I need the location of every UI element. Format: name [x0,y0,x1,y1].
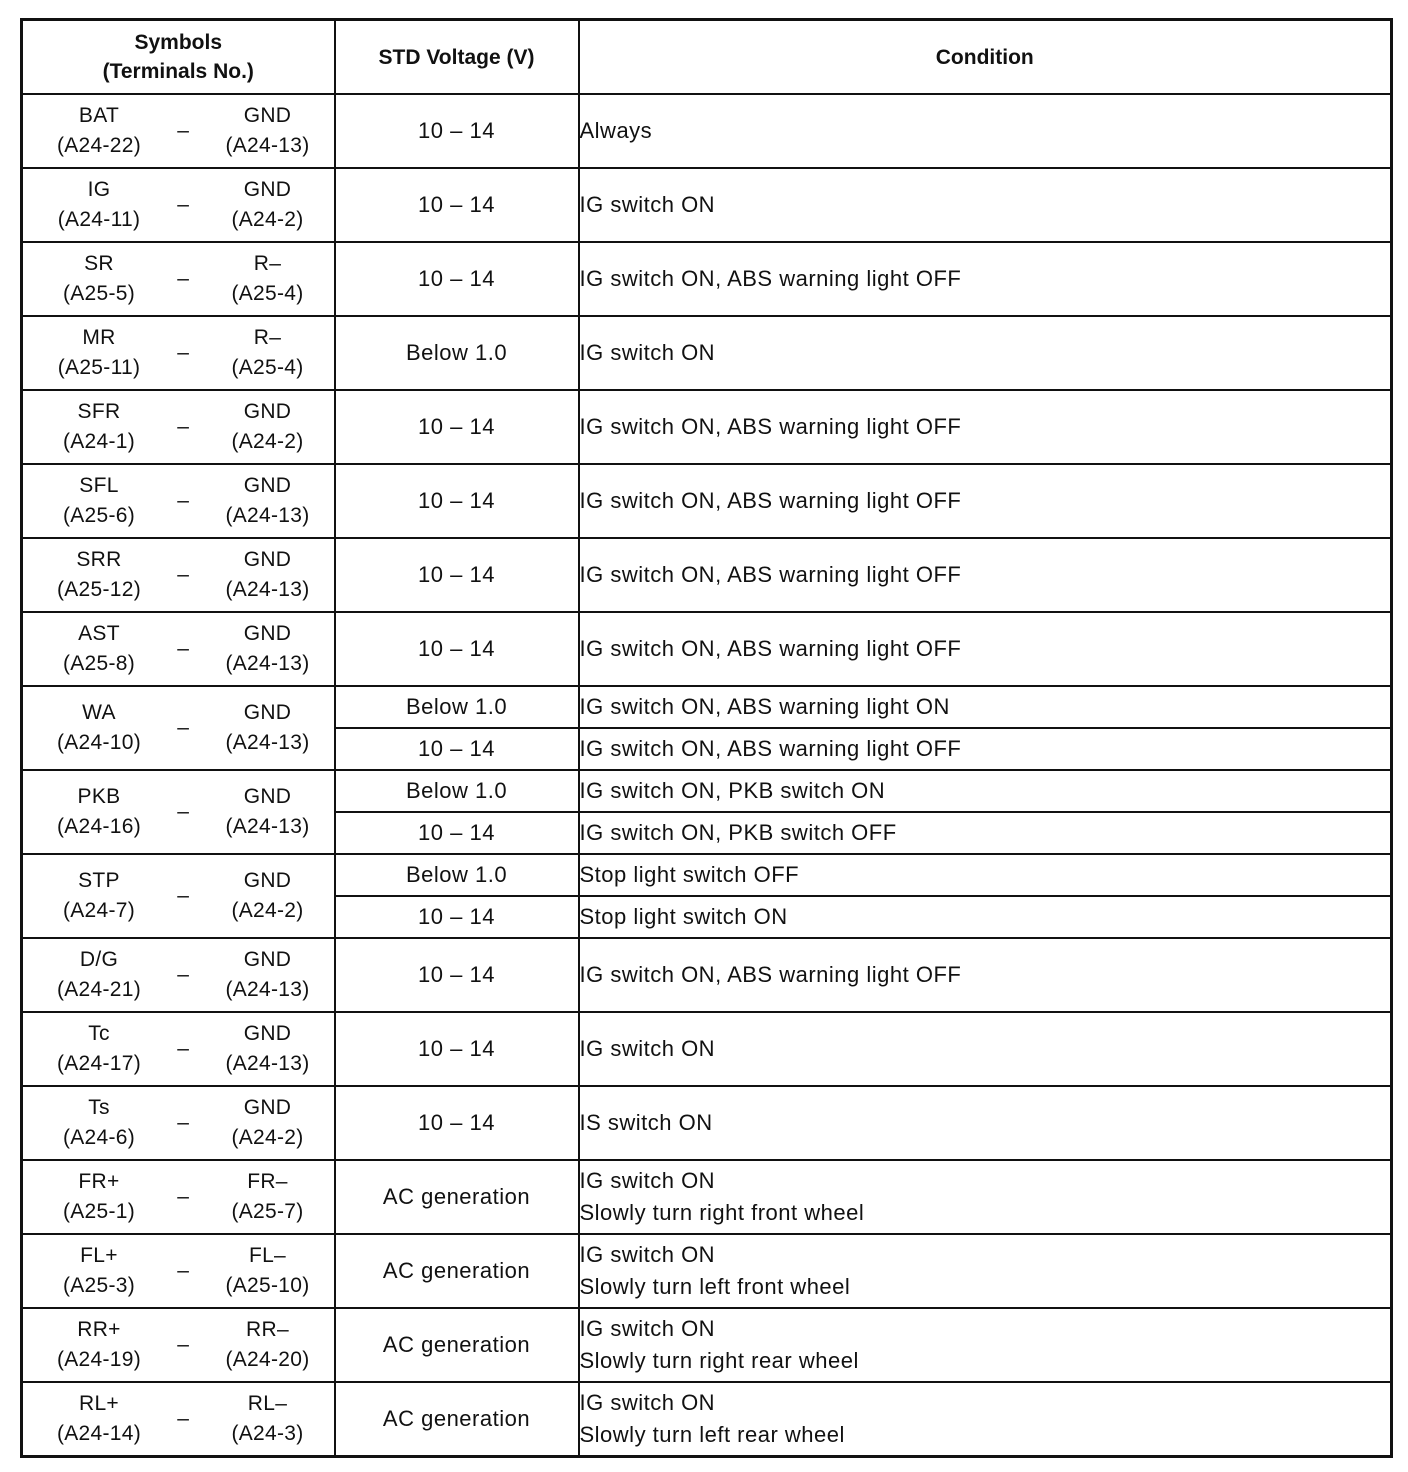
condition-cell [579,168,1392,242]
left-terminal-symbol: D/G [79,948,119,971]
table-row [22,612,1392,686]
right-terminal [214,249,322,309]
condition-line: IG switch ON [579,1168,716,1193]
table-row [22,938,1392,1012]
right-terminal-pin: (A24-2) [231,430,304,453]
right-terminal-pin: (A24-2) [231,1126,304,1149]
terminal-pair [23,1309,334,1381]
condition-line: IG switch ON, ABS warning light OFF [579,488,962,513]
voltage-cell: Below 1.0 [335,686,579,728]
right-terminal-pin: (A24-13) [225,978,310,1001]
terminal-dash: – [177,1333,190,1356]
left-terminal-pin: (A25-1) [62,1200,136,1223]
left-terminal-pin: (A24-22) [56,134,142,157]
left-terminal-symbol: IG [87,178,111,201]
table-row [22,1012,1392,1086]
left-terminal [45,249,153,309]
terminal-pair [23,539,334,611]
left-terminal-symbol: SR [84,252,114,275]
right-terminal-symbol: GND [243,474,292,497]
condition-cell [579,728,1392,770]
right-terminal-symbol: GND [243,104,292,127]
condition-line: IG switch ON [579,1036,716,1061]
voltage-cell: AC generation [335,1234,579,1308]
left-terminal-pin: (A25-3) [62,1274,136,1297]
table-row [22,464,1392,538]
symbols-cell [22,538,335,612]
left-terminal-symbol: RR+ [77,1318,121,1341]
voltage-cell: 10 – 14 [335,242,579,316]
right-terminal-pin: (A24-13) [225,731,310,754]
voltage-cell: 10 – 14 [335,1086,579,1160]
left-terminal-symbol: STP [78,869,120,892]
left-terminal-pin: (A25-12) [56,578,142,601]
terminal-dash: – [177,119,190,142]
terminal-dash: – [177,716,190,739]
condition-line: IG switch ON [579,1316,716,1341]
right-terminal [214,1093,322,1153]
left-terminal-pin: (A25-11) [57,356,141,379]
right-terminal-pin: (A24-2) [231,899,304,922]
terminal-pair [23,465,334,537]
symbols-cell [22,1308,335,1382]
terminal-dash: – [177,963,190,986]
condition-cell [579,1086,1392,1160]
terminal-pair [23,169,334,241]
left-terminal-symbol: WA [82,701,116,724]
terminal-pair [23,95,334,167]
condition-line: IG switch ON, ABS warning light ON [579,694,950,719]
voltage-cell: Below 1.0 [335,316,579,390]
left-terminal [45,1167,153,1227]
symbols-cell [22,1086,335,1160]
table-row [22,1086,1392,1160]
condition-line: IG switch ON, ABS warning light OFF [579,562,962,587]
condition-cell [579,1160,1392,1234]
left-terminal [45,866,153,926]
left-terminal-symbol: MR [82,326,116,349]
left-terminal [45,1093,153,1153]
terminal-pair [23,1383,334,1455]
terminal-pair [23,939,334,1011]
left-terminal [45,1315,153,1375]
terminal-pair [23,771,334,853]
table-row [22,94,1392,168]
right-terminal [214,1241,322,1301]
left-terminal-symbol: FR+ [78,1170,120,1193]
right-terminal-pin: (A24-13) [225,815,310,838]
condition-line: IS switch ON [579,1110,713,1135]
left-terminal-pin: (A25-6) [62,504,136,527]
voltage-cell: 10 – 14 [335,896,579,938]
left-terminal-symbol: RL+ [78,1392,119,1415]
symbols-cell [22,94,335,168]
left-terminal-pin: (A24-6) [62,1126,136,1149]
voltage-cell: 10 – 14 [335,938,579,1012]
left-terminal [45,175,153,235]
right-terminal [214,323,322,383]
condition-line: IG switch ON, ABS warning light OFF [579,636,962,661]
symbols-cell [22,612,335,686]
table-row [22,1382,1392,1457]
left-terminal [45,698,153,758]
right-terminal-symbol: GND [243,948,292,971]
voltage-cell: 10 – 14 [335,728,579,770]
terminal-pair [23,1013,334,1085]
left-terminal-pin: (A24-10) [56,731,142,754]
symbols-cell [22,390,335,464]
right-terminal-pin: (A25-7) [231,1200,304,1223]
right-terminal-symbol: R– [253,252,282,275]
left-terminal-pin: (A24-19) [56,1348,142,1371]
left-terminal-symbol: AST [78,622,120,645]
terminal-voltage-sheet [20,18,1393,1458]
right-terminal [214,1389,322,1449]
left-terminal-pin: (A24-16) [56,815,142,838]
voltage-cell: AC generation [335,1160,579,1234]
left-terminal [45,619,153,679]
right-terminal-pin: (A24-13) [225,652,310,675]
right-terminal [214,866,322,926]
left-terminal-symbol: SRR [76,548,122,571]
left-terminal [45,545,153,605]
right-terminal-symbol: GND [243,785,292,808]
condition-line: Always [579,118,653,143]
terminal-pair [23,243,334,315]
right-terminal [214,1167,322,1227]
condition-cell [579,1382,1392,1457]
right-terminal-symbol: GND [243,178,292,201]
terminal-dash: – [177,800,190,823]
right-terminal-symbol: R– [253,326,282,349]
voltage-cell: 10 – 14 [335,1012,579,1086]
terminal-dash: – [177,341,190,364]
voltage-cell: 10 – 14 [335,390,579,464]
symbols-cell [22,1234,335,1308]
terminal-pair [23,1161,334,1233]
left-terminal-pin: (A24-11) [57,208,141,231]
header-condition: Condition [579,20,1392,95]
right-terminal [214,545,322,605]
terminal-dash: – [177,884,190,907]
header-symbols-line1: Symbols [134,31,223,54]
left-terminal-pin: (A24-7) [62,899,136,922]
condition-cell [579,538,1392,612]
left-terminal [45,323,153,383]
condition-cell [579,1308,1392,1382]
terminal-dash: – [177,193,190,216]
left-terminal-pin: (A24-1) [62,430,136,453]
symbols-cell [22,770,335,854]
condition-cell [579,390,1392,464]
condition-cell [579,812,1392,854]
right-terminal [214,698,322,758]
voltage-cell: 10 – 14 [335,612,579,686]
left-terminal [45,1241,153,1301]
right-terminal-pin: (A24-13) [225,504,310,527]
terminal-voltage-table [20,18,1393,1458]
right-terminal-symbol: GND [243,1022,292,1045]
condition-line: IG switch ON, ABS warning light OFF [579,266,962,291]
right-terminal-symbol: FR– [247,1170,288,1193]
right-terminal [214,101,322,161]
terminal-dash: – [177,637,190,660]
symbols-cell [22,1012,335,1086]
right-terminal-symbol: GND [243,400,292,423]
condition-cell [579,316,1392,390]
table-row [22,242,1392,316]
table-body [22,94,1392,1457]
table-row [22,1234,1392,1308]
terminal-dash: – [177,415,190,438]
condition-line: IG switch ON [579,1390,716,1415]
right-terminal-symbol: GND [243,1096,292,1119]
left-terminal-symbol: Tc [88,1022,110,1045]
condition-cell [579,896,1392,938]
condition-line: IG switch ON, ABS warning light OFF [579,962,962,987]
condition-cell [579,1012,1392,1086]
right-terminal [214,175,322,235]
condition-cell [579,854,1392,896]
right-terminal [214,945,322,1005]
condition-line: Slowly turn right rear wheel [579,1348,859,1373]
symbols-cell [22,938,335,1012]
left-terminal-pin: (A25-5) [62,282,136,305]
table-row [22,854,1392,896]
condition-line: IG switch ON [579,1242,716,1267]
condition-line: IG switch ON, ABS warning light OFF [579,736,962,761]
condition-cell [579,94,1392,168]
symbols-cell [22,464,335,538]
terminal-dash: – [177,1111,190,1134]
voltage-cell: 10 – 14 [335,812,579,854]
terminal-dash: – [177,563,190,586]
left-terminal-symbol: Ts [88,1096,110,1119]
left-terminal [45,397,153,457]
right-terminal-pin: (A24-2) [231,208,304,231]
condition-line: Slowly turn left rear wheel [579,1422,845,1447]
symbols-cell [22,316,335,390]
left-terminal-symbol: FL+ [80,1244,118,1267]
terminal-pair [23,1087,334,1159]
terminal-dash: – [177,489,190,512]
table-row [22,686,1392,728]
table-row [22,770,1392,812]
header-symbols-line2: (Terminals No.) [102,60,254,83]
right-terminal-symbol: FL– [248,1244,287,1267]
left-terminal-pin: (A24-14) [56,1422,142,1445]
table-row [22,538,1392,612]
voltage-cell: 10 – 14 [335,94,579,168]
left-terminal-symbol: BAT [78,104,120,127]
condition-cell [579,464,1392,538]
left-terminal [45,1019,153,1079]
terminal-pair [23,855,334,937]
left-terminal [45,1389,153,1449]
condition-cell [579,770,1392,812]
right-terminal [214,397,322,457]
right-terminal-pin: (A25-4) [231,282,304,305]
left-terminal-pin: (A24-17) [56,1052,142,1075]
terminal-pair [23,687,334,769]
right-terminal [214,619,322,679]
voltage-cell: 10 – 14 [335,464,579,538]
right-terminal-symbol: RR– [246,1318,289,1341]
voltage-cell: AC generation [335,1308,579,1382]
header-symbols [22,20,335,95]
header-voltage: STD Voltage (V) [335,20,579,95]
voltage-cell: AC generation [335,1382,579,1457]
left-terminal-pin: (A25-8) [62,652,136,675]
right-terminal-pin: (A25-4) [231,356,304,379]
terminal-dash: – [177,267,190,290]
terminal-pair [23,391,334,463]
condition-line: Slowly turn left front wheel [579,1274,851,1299]
left-terminal-symbol: PKB [77,785,121,808]
left-terminal-symbol: SFR [77,400,121,423]
condition-line: IG switch ON, PKB switch ON [579,778,886,803]
right-terminal-symbol: RL– [247,1392,288,1415]
voltage-cell: Below 1.0 [335,770,579,812]
right-terminal-pin: (A25-10) [225,1274,310,1297]
table-row [22,1308,1392,1382]
symbols-cell [22,242,335,316]
left-terminal [45,101,153,161]
right-terminal-symbol: GND [243,548,292,571]
terminal-pair [23,613,334,685]
voltage-cell: Below 1.0 [335,854,579,896]
table-row [22,1160,1392,1234]
right-terminal [214,782,322,842]
condition-line: IG switch ON, PKB switch OFF [579,820,897,845]
right-terminal-symbol: GND [243,701,292,724]
left-terminal [45,782,153,842]
terminal-dash: – [177,1407,190,1430]
condition-cell [579,1234,1392,1308]
terminal-dash: – [177,1037,190,1060]
right-terminal [214,1019,322,1079]
right-terminal-pin: (A24-3) [231,1422,304,1445]
condition-line: IG switch ON [579,340,716,365]
terminal-dash: – [177,1259,190,1282]
voltage-cell: 10 – 14 [335,168,579,242]
terminal-dash: – [177,1185,190,1208]
right-terminal [214,1315,322,1375]
right-terminal-pin: (A24-13) [225,134,310,157]
condition-line: IG switch ON [579,192,716,217]
condition-cell [579,938,1392,1012]
condition-line: IG switch ON, ABS warning light OFF [579,414,962,439]
right-terminal-symbol: GND [243,622,292,645]
terminal-pair [23,317,334,389]
right-terminal [214,471,322,531]
condition-line: Slowly turn right front wheel [579,1200,865,1225]
header-row [22,20,1392,95]
symbols-cell [22,1382,335,1457]
condition-cell [579,612,1392,686]
left-terminal-pin: (A24-21) [56,978,142,1001]
condition-line: Stop light switch OFF [579,862,800,887]
condition-cell [579,242,1392,316]
symbols-cell [22,1160,335,1234]
voltage-cell: 10 – 14 [335,538,579,612]
right-terminal-symbol: GND [243,869,292,892]
left-terminal-symbol: SFL [79,474,119,497]
condition-line: Stop light switch ON [579,904,788,929]
table-row [22,168,1392,242]
table-row [22,390,1392,464]
terminal-pair [23,1235,334,1307]
left-terminal [45,471,153,531]
left-terminal [45,945,153,1005]
condition-cell [579,686,1392,728]
right-terminal-pin: (A24-13) [225,1052,310,1075]
symbols-cell [22,168,335,242]
right-terminal-pin: (A24-13) [225,578,310,601]
table-row [22,316,1392,390]
symbols-cell [22,854,335,938]
right-terminal-pin: (A24-20) [225,1348,310,1371]
symbols-cell [22,686,335,770]
